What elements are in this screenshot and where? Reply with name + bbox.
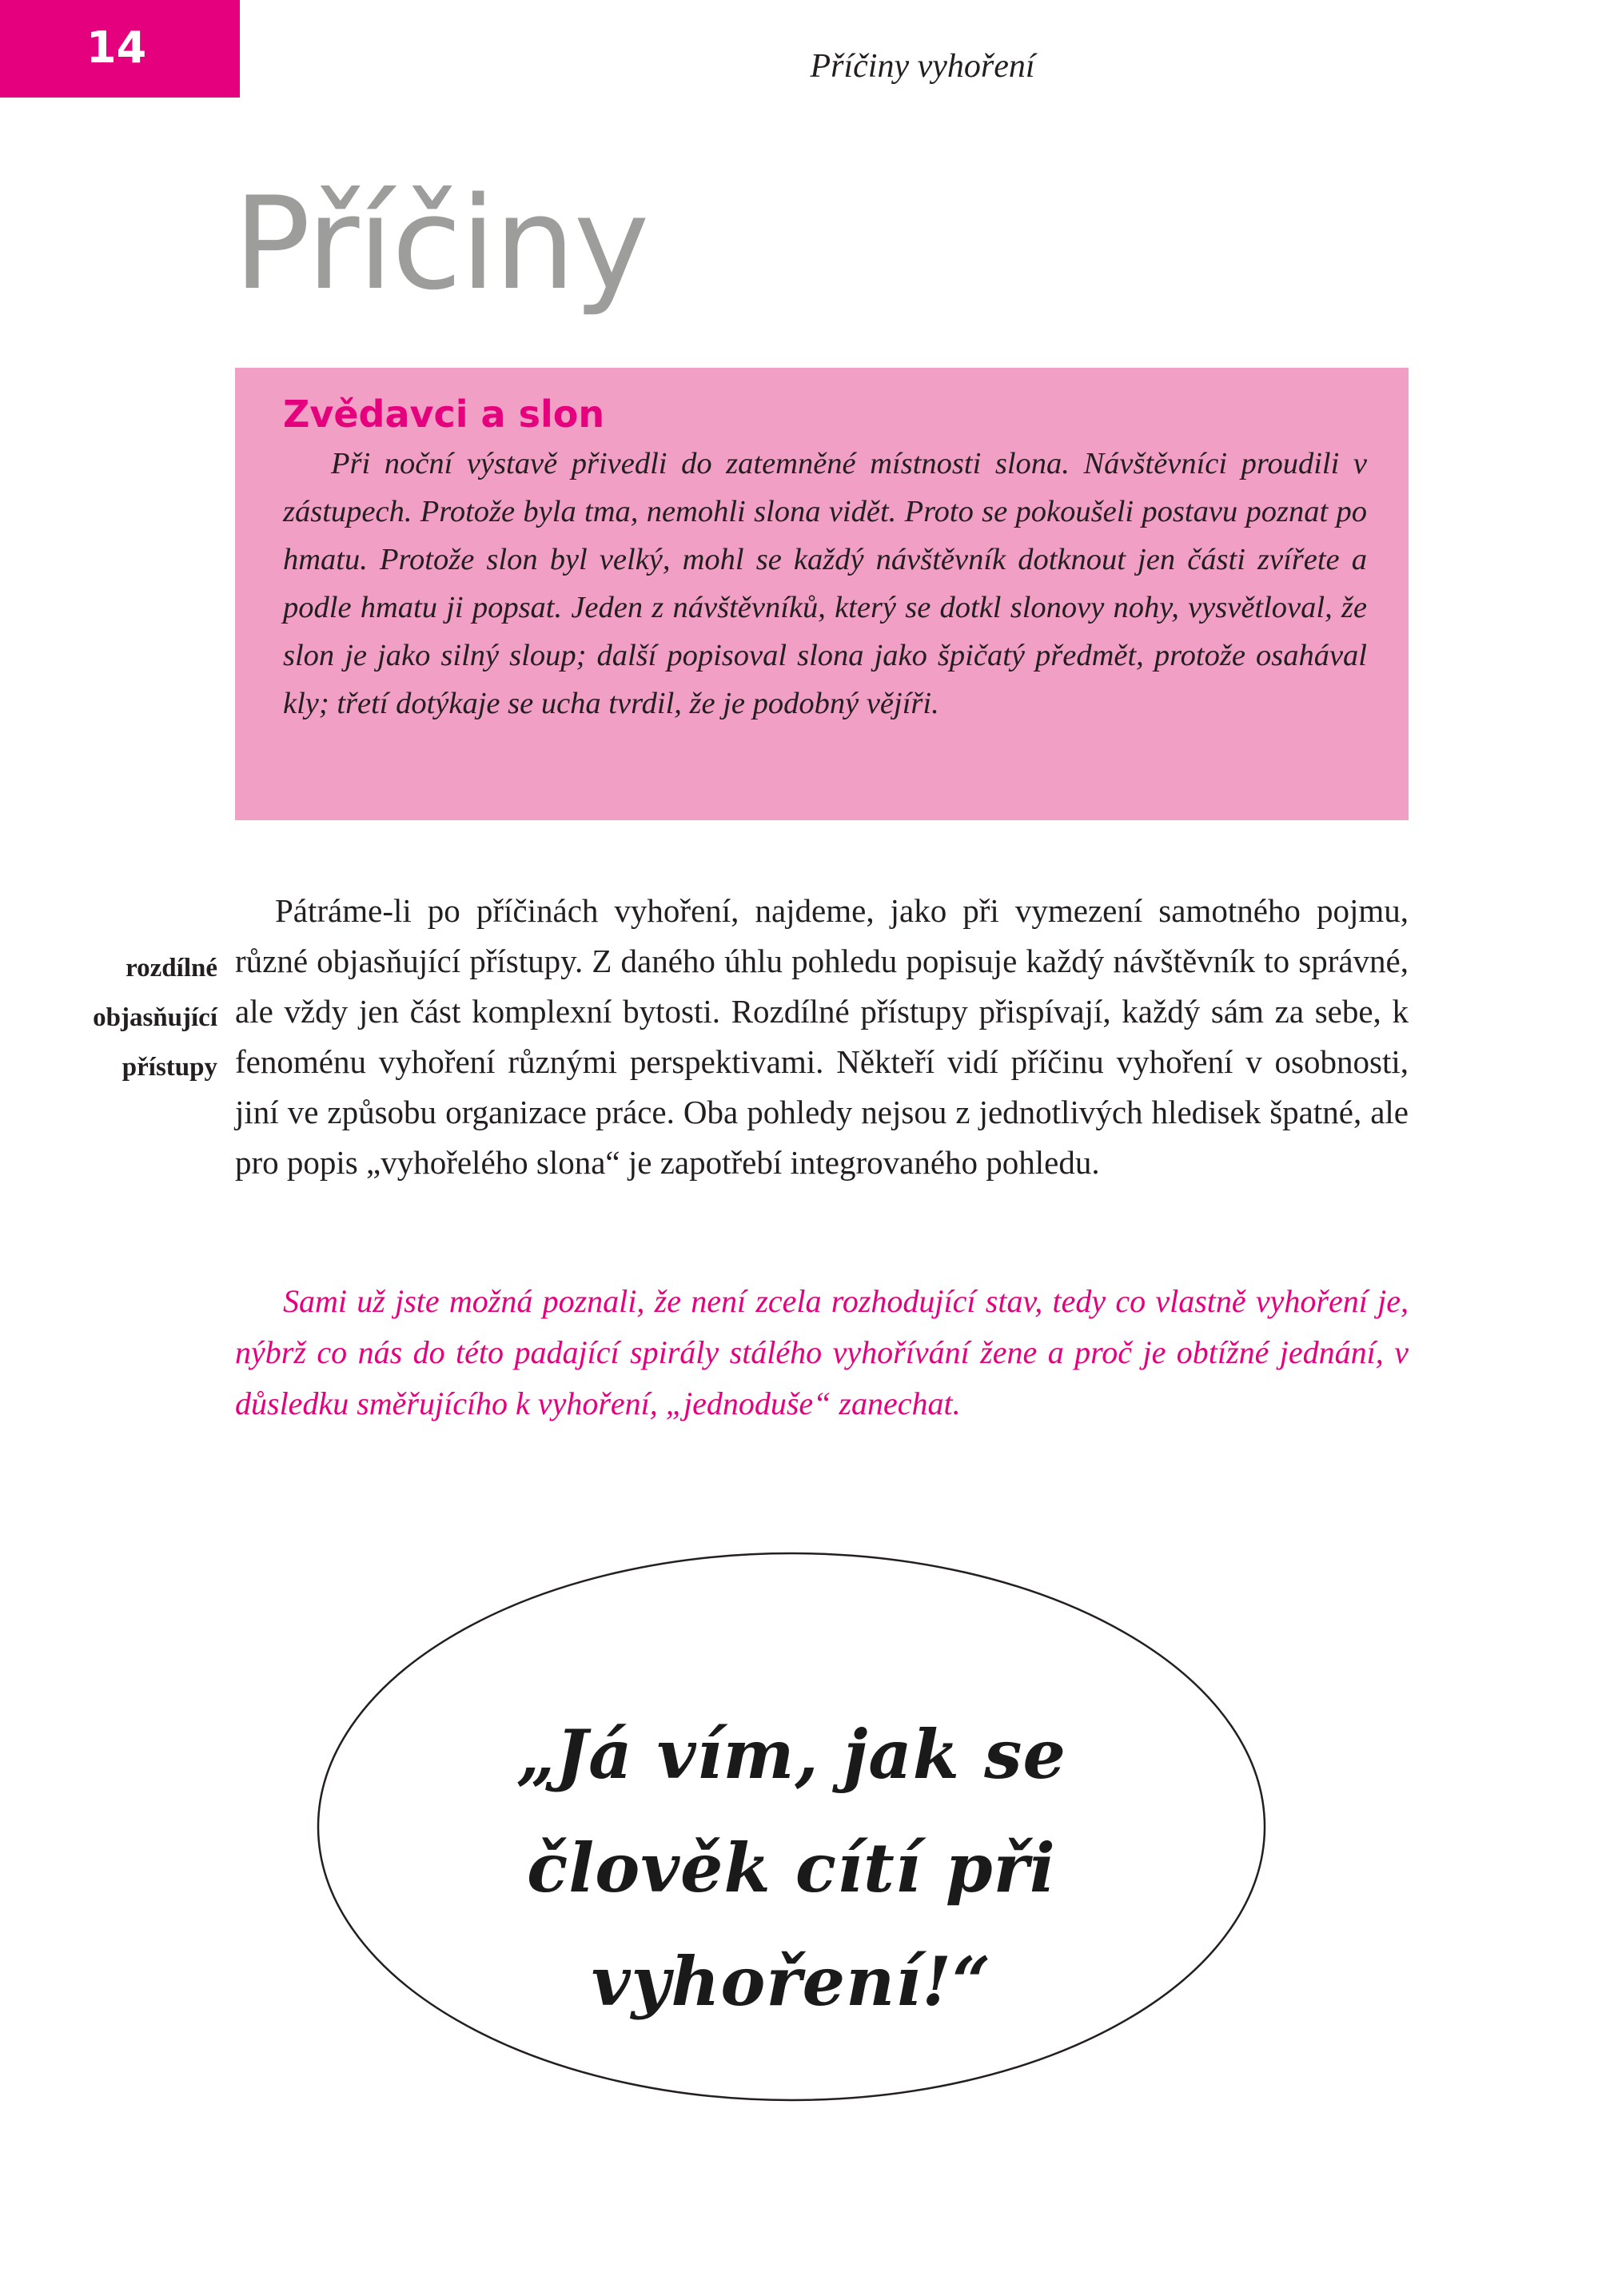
running-title: Příčiny vyhoření: [810, 48, 1035, 85]
body-paragraph: Pátráme-li po příčinách vyhoření, najdeme, jako při vymezení samotného pojmu, různé objasňující přístupy. Z daného úhlu pohledu popisuje každý návštěvník to správné, ale vždy jen část komplexní bytosti. Rozdílné přístupy přispívají, každý sám za sebe, k fenoménu vyhoření různými perspektivami. Někteří vidí příčinu vyhoření v osobnosti, jiní ve způsobu organizace práce. Oba pohledy nejsou z jednotlivých hledisek špatné, ale pro popis „vyhořelého slona“ je zapotřebí integrovaného pohledu.: [235, 892, 1409, 1181]
highlight-paragraph: Sami už jste možná poznali, že není zcela rozhodující stav, tedy co vlastně vyhoření je, nýbrž co nás do této padající spirály stálého vyhořívání žene a proč je obtížné jednání, v důsledku směřujícího k vyhoření, „jednoduše“ zanechat.: [235, 1283, 1409, 1421]
story-box: [235, 368, 1409, 820]
page-number: 14: [86, 22, 147, 73]
page-number-box: [0, 0, 240, 98]
margin-note: [32, 943, 217, 1092]
quote-line: „Já vím, jak se: [516, 1715, 1066, 1794]
chapter-title: Příčiny: [233, 169, 648, 318]
margin-note-line: rozdílné: [126, 954, 217, 983]
margin-note-line: objasňující: [93, 1003, 217, 1032]
story-text: Při noční výstavě přivedli do zatemněné místnosti slona. Návštěvníci proudili v zástupech. Protože byla tma, nemohli slona vidět. Proto se pokoušeli postavu poznat po hmatu. Protože slon byl velký, mohl se každý návštěvník dotknout jen části zvířete a podle hmatu ji popsat. Jeden z návštěvníků, který se dotkl slonovy nohy, vysvětloval, že slon je jako silný sloup; další popisoval slona jako špičatý předmět, protože osahával kly; třetí dotýkaje se ucha tvrdil, že je podobný vějíři.: [283, 447, 1367, 720]
margin-note-line: přístupy: [122, 1053, 217, 1082]
quote-line: člověk cítí při vyhoření!“: [527, 1828, 1056, 2021]
story-title: Zvědavci a slon: [283, 393, 605, 436]
speech-bubble-quote: [316, 1698, 1267, 2039]
